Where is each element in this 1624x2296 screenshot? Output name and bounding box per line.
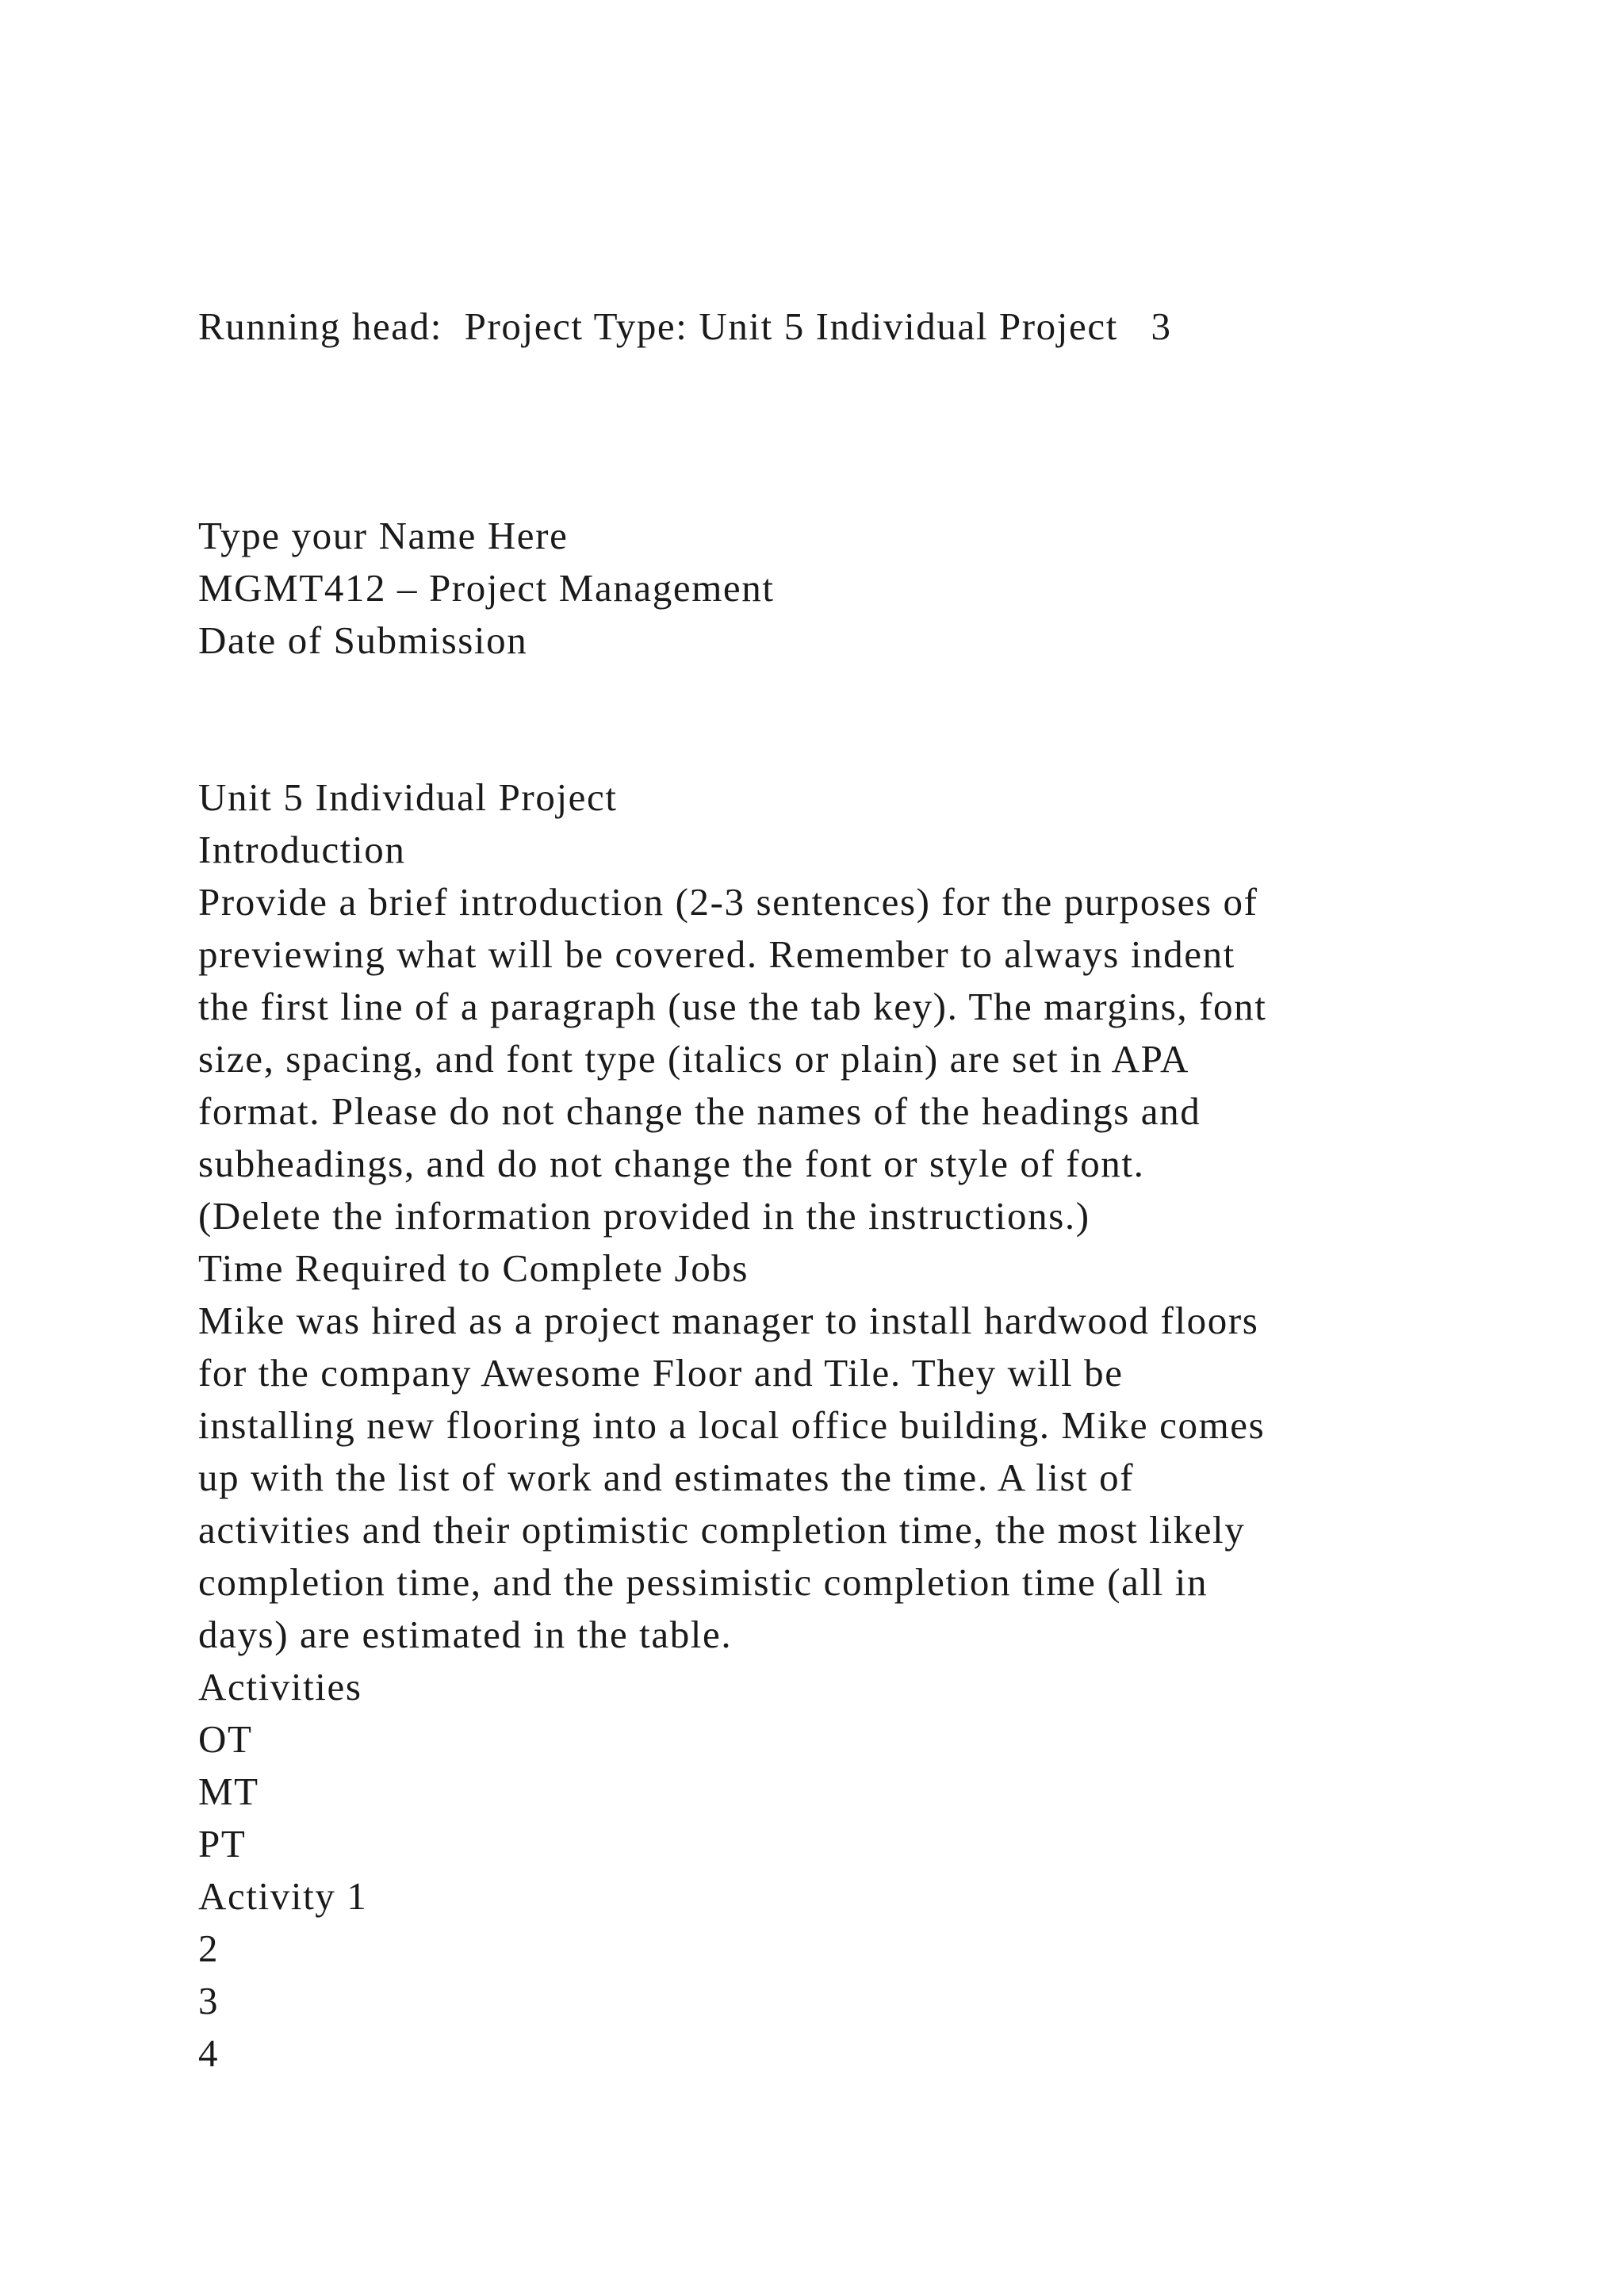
table-cell-ot: 2 [198,1927,220,1970]
time-required-text-line: up with the list of work and estimates the time. A list of [198,1456,1135,1499]
time-required-text-line: activities and their optimistic completion time, the most likely [198,1508,1246,1552]
introduction-text-line: Provide a brief introduction (2-3 sentences) for the purposes of [198,880,1258,924]
table-header-pt: PT [198,1822,247,1866]
table-header-mt: MT [198,1770,259,1813]
introduction-heading: Introduction [198,828,406,871]
author-name: Type your Name Here [198,514,569,557]
introduction-text-line: subheadings, and do not change the font or style of font. [198,1142,1145,1185]
section-title: Unit 5 Individual Project [198,775,618,819]
table-header-ot: OT [198,1717,253,1761]
course-title: MGMT412 – Project Management [198,566,775,610]
introduction-text-line: size, spacing, and font type (italics or plain) are set in APA [198,1037,1189,1081]
time-required-text-line: completion time, and the pessimistic completion time (all in [198,1560,1208,1604]
table-header-activities: Activities [198,1665,362,1709]
table-cell-mt: 3 [198,1979,220,2022]
introduction-text-line: the first line of a paragraph (use the tab key). The margins, font [198,985,1267,1028]
introduction-text-line: previewing what will be covered. Remember to always indent [198,932,1235,976]
submission-date: Date of Submission [198,618,528,662]
time-required-text-line: Mike was hired as a project manager to install hardwood floors [198,1299,1259,1342]
time-required-heading: Time Required to Complete Jobs [198,1246,749,1290]
running-head: Running head: Project Type: Unit 5 Individual Project 3 [198,304,1172,348]
table-cell-pt: 4 [198,2031,220,2075]
introduction-text-line: format. Please do not change the names of the headings and [198,1089,1201,1133]
time-required-text-line: installing new flooring into a local office building. Mike comes [198,1403,1266,1447]
introduction-text-line: (Delete the information provided in the instructions.) [198,1194,1090,1238]
table-cell-activity: Activity 1 [198,1874,368,1918]
time-required-text-line: for the company Awesome Floor and Tile. They will be [198,1351,1124,1395]
time-required-text-line: days) are estimated in the table. [198,1613,733,1656]
